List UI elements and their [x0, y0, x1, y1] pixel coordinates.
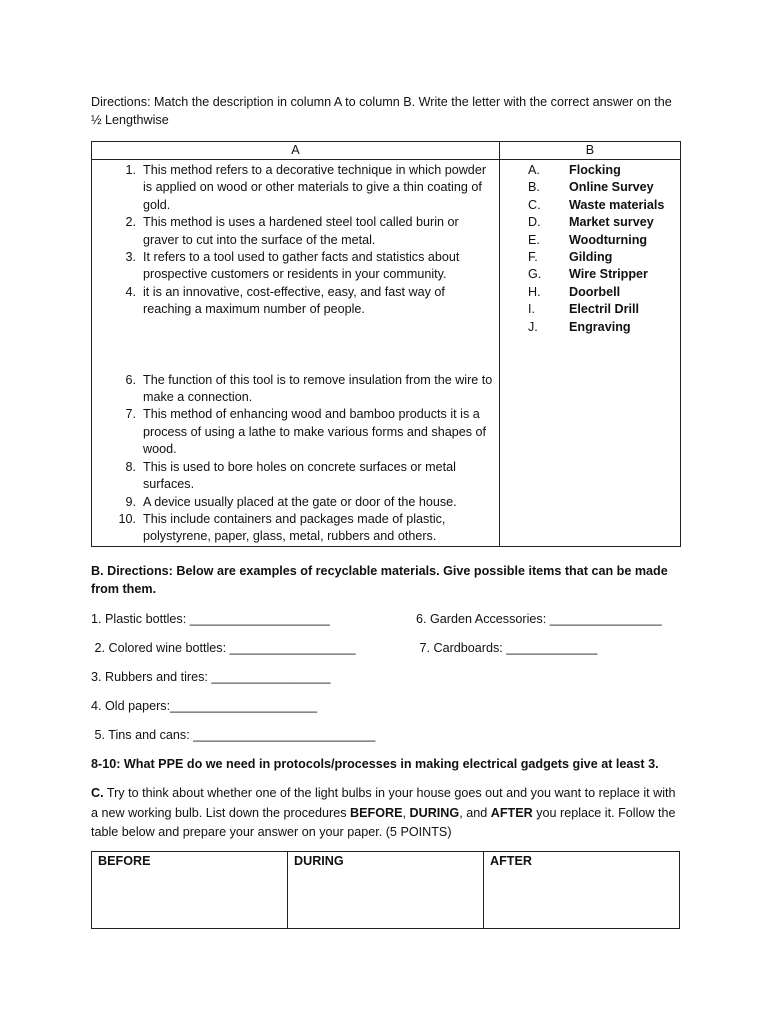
answer-text: Flocking [569, 163, 621, 177]
item-description: This is used to bore holes on concrete surfaces or metal surfaces. [143, 459, 456, 492]
keyword-before: BEFORE [350, 805, 403, 820]
item-number: 2. [125, 215, 136, 230]
answer-letter: C. [528, 197, 541, 212]
column-a-cell [92, 160, 500, 547]
recyclable-item: 1. Plastic bottles: ____________________ [91, 612, 330, 626]
answer-letter: B. [528, 180, 540, 195]
column-b-item [500, 249, 680, 266]
recyclable-item: 4. Old papers:_____________________ [91, 699, 318, 713]
item-number: 10. [118, 511, 136, 526]
after-column: AFTER [484, 852, 680, 929]
item-number: 8. [125, 459, 136, 474]
answer-text: Woodturning [569, 232, 648, 247]
column-a-header: A [92, 142, 500, 160]
column-a-item [92, 459, 499, 494]
separator-and: , and [459, 805, 491, 820]
recyclable-item: 7. Cardboards: _____________ [416, 641, 598, 655]
answer-letter: H. [528, 284, 541, 299]
column-a-item [92, 406, 499, 458]
column-b-item [500, 284, 680, 301]
column-b-item [500, 266, 680, 283]
column-a-item [92, 494, 499, 511]
column-b-item [500, 301, 680, 318]
answer-text: Doorbell [569, 284, 621, 299]
answer-text: Engraving [569, 319, 631, 334]
item-description: This include containers and packages made of plastic, polystyrene, paper, glass, metal, rubbers and others. [143, 511, 446, 544]
answer-text: Market survey [569, 215, 654, 230]
item-description: It refers to a tool used to gather facts and statistics about prospective customers or residents in your community. [143, 250, 460, 282]
recyclable-item: 6. Garden Accessories: ________________ [416, 612, 662, 626]
column-b-item [500, 319, 680, 336]
answer-letter: F. [528, 250, 538, 265]
answer-letter: I. [528, 302, 535, 317]
answer-text: Gilding [569, 250, 613, 265]
item-description: The function of this tool is to remove insulation from the wire to make a connection. [143, 372, 493, 405]
answer-letter: E. [528, 232, 540, 247]
matching-table [91, 141, 681, 547]
column-a-item [92, 249, 499, 284]
column-b-item [500, 197, 680, 214]
section-c-text-2: you replace it. Follow the table below and prepare your answer on your paper. (5 POINTS) [91, 805, 680, 839]
column-b-item [500, 179, 680, 196]
column-b-item [500, 214, 680, 231]
item-description: it is an innovative, cost-effective, easy, and fast way of reaching a maximum number of people. [143, 284, 445, 317]
answer-text: Wire Stripper [569, 267, 648, 282]
item-description: This method of enhancing wood and bamboo products it is a process of using a lathe to make various forms and shapes of wood. [143, 407, 487, 457]
before-column: BEFORE [92, 852, 288, 929]
section-c-text-1: Try to think about whether one of the light bulbs in your house goes out and you want to replace it with a new working bulb. List down the procedures [91, 786, 680, 820]
item-number: 4. [125, 284, 136, 299]
column-a-item [92, 162, 499, 214]
answer-letter: G. [528, 267, 542, 282]
recyclable-item: 3. Rubbers and tires: _________________ [91, 670, 331, 684]
item-description: This method is uses a hardened steel tool called burin or graver to cut into the surface of the metal. [143, 215, 459, 247]
answer-text: Waste materials [569, 197, 665, 212]
answer-text: Electril Drill [569, 302, 639, 317]
ppe-question: 8-10: What PPE do we need in protocols/processes in making electrical gadgets give at least 3. [91, 757, 659, 771]
column-b-list [500, 160, 680, 336]
item-number: 6. [125, 372, 136, 387]
section-c-text [91, 784, 681, 843]
column-a-item [92, 284, 499, 319]
recyclable-item: 5. Tins and cans: __________________________ [91, 728, 376, 742]
column-b-header: B [500, 142, 681, 160]
blank-gap [92, 319, 499, 372]
during-column: DURING [288, 852, 484, 929]
procedure-table [91, 851, 680, 929]
keyword-after: AFTER [490, 805, 533, 820]
answer-text: Online Survey [569, 180, 654, 195]
column-a-item [92, 372, 499, 407]
recyclable-item: 2. Colored wine bottles: __________________ [91, 641, 356, 655]
item-number: 7. [125, 407, 136, 422]
directions-text: Directions: Match the description in column A to column B. Write the letter with the correct answer on the ½ Lengthwise [91, 95, 672, 127]
column-a-item [92, 511, 499, 546]
column-b-item [500, 162, 680, 179]
item-number: 1. [125, 163, 136, 177]
item-description: This method refers to a decorative technique in which powder is applied on wood or other materials to give a thin coating of gold. [143, 163, 487, 212]
separator-comma: , [402, 805, 410, 820]
item-number: 9. [125, 494, 136, 509]
column-a-list [92, 160, 499, 546]
column-b-cell [500, 160, 681, 547]
section-c-label: C. [91, 786, 104, 800]
keyword-during: DURING [409, 805, 460, 820]
item-number: 3. [125, 250, 136, 265]
answer-letter: D. [528, 215, 541, 230]
column-b-item [500, 232, 680, 249]
item-description: A device usually placed at the gate or door of the house. [143, 494, 457, 509]
column-a-item [92, 214, 499, 249]
answer-letter: J. [528, 319, 538, 334]
answer-letter: A. [528, 163, 540, 177]
section-b-directions: B. Directions: Below are examples of recyclable materials. Give possible items that can be made from them. [91, 564, 668, 596]
